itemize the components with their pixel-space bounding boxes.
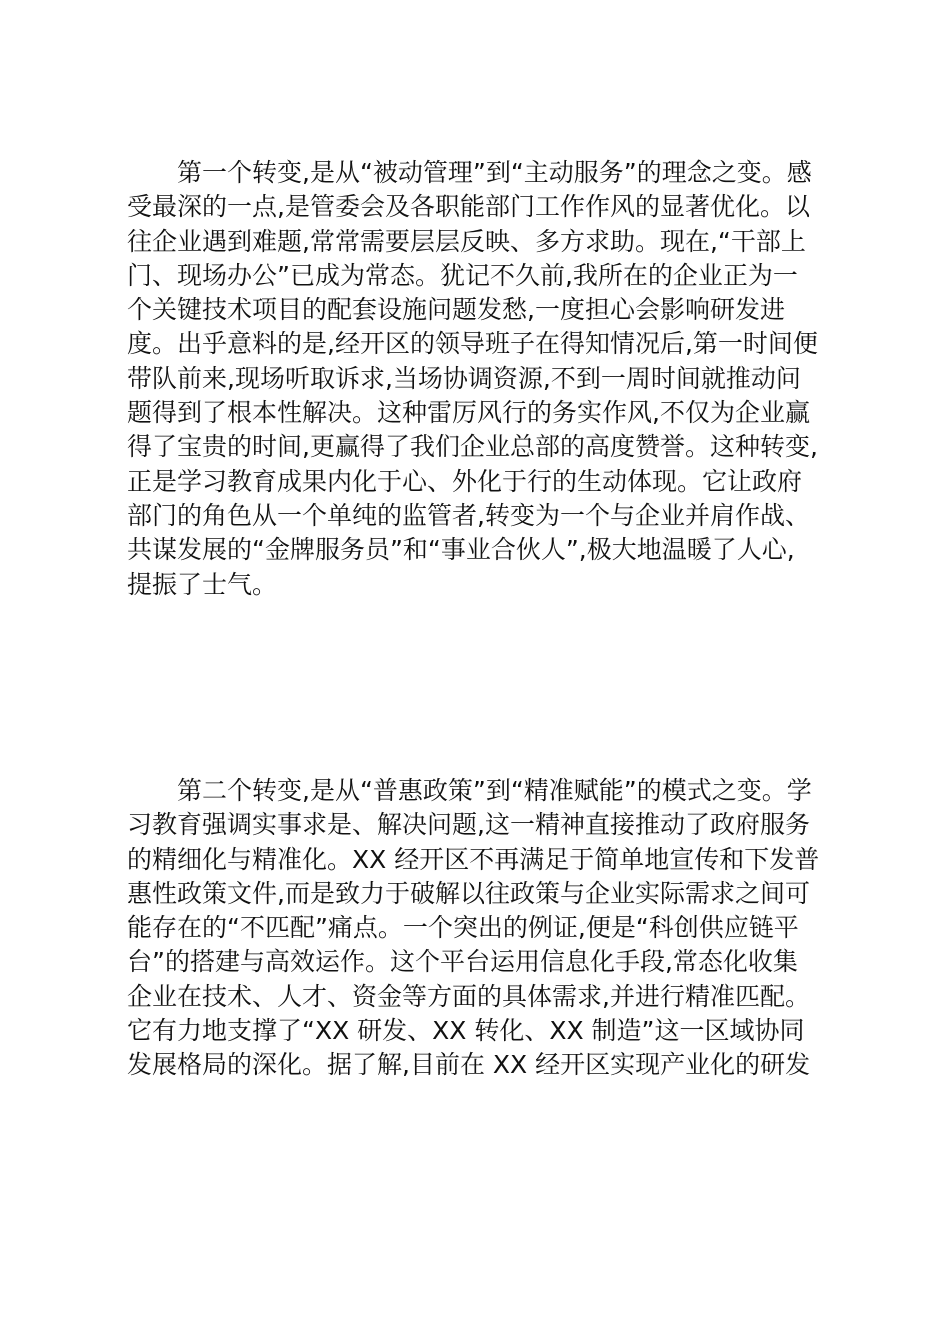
- paragraph-second-transformation: [127, 774, 827, 1083]
- text-line: 习教育强调实事求是、解决问题,这一精神直接推动了政府服务: [127, 810, 810, 840]
- text-line: 带队前来,现场听取诉求,当场协调资源,不到一周时间就推动问: [127, 363, 801, 393]
- text-line: 台”的搭建与高效运作。这个平台运用信息化手段,常态化收集: [127, 947, 798, 977]
- text-line: 能存在的“不匹配”痛点。一个突出的例证,便是“科创供应链平: [127, 913, 799, 943]
- text-line: 度。出乎意料的是,经开区的领导班子在得知情况后,第一时间便: [127, 329, 818, 359]
- text-line: 第二个转变,是从“普惠政策”到“精准赋能”的模式之变。学: [177, 776, 812, 805]
- text-line: 得了宝贵的时间,更赢得了我们企业总部的高度赞誉。这种转变,: [127, 432, 818, 462]
- text-line: 惠性政策文件,而是致力于破解以往政策与企业实际需求之间可: [127, 878, 810, 908]
- text-line: 门、现场办公”已成为常态。犹记不久前,我所在的企业正为一: [127, 260, 798, 290]
- text-line: 个关键技术项目的配套设施问题发愁,一度担心会影响研发进: [127, 295, 785, 325]
- text-line: 往企业遇到难题,常常需要层层反映、多方求助。现在,“干部上: [127, 226, 806, 256]
- text-line: 共谋发展的“金牌服务员”和“事业合伙人”,极大地温暖了人心,: [127, 535, 795, 565]
- text-line: 正是学习教育成果内化于心、外化于行的生动体现。它让政府: [127, 466, 803, 496]
- text-line: 受最深的一点,是管委会及各职能部门工作作风的显著优化。以: [127, 192, 810, 222]
- text-line: 企业在技术、人才、资金等方面的具体需求,并进行精准匹配。: [127, 981, 810, 1011]
- text-line: 第一个转变,是从“被动管理”到“主动服务”的理念之变。感: [177, 158, 812, 187]
- text-line: 的精细化与精准化。XX 经开区不再满足于简单地宣传和下发普: [127, 844, 820, 874]
- text-line: 提振了士气。: [127, 569, 278, 599]
- text-line: 部门的角色从一个单纯的监管者,转变为一个与企业并肩作战、: [127, 500, 810, 530]
- paragraph-first-transformation: [127, 156, 827, 602]
- text-line: 题得到了根本性解决。这种雷厉风行的务实作风,不仅为企业赢: [127, 398, 810, 428]
- text-line: 发展格局的深化。据了解,目前在 XX 经开区实现产业化的研发: [127, 1050, 811, 1080]
- text-line: 它有力地支撑了“XX 研发、XX 转化、XX 制造”这一区域协同: [127, 1016, 805, 1046]
